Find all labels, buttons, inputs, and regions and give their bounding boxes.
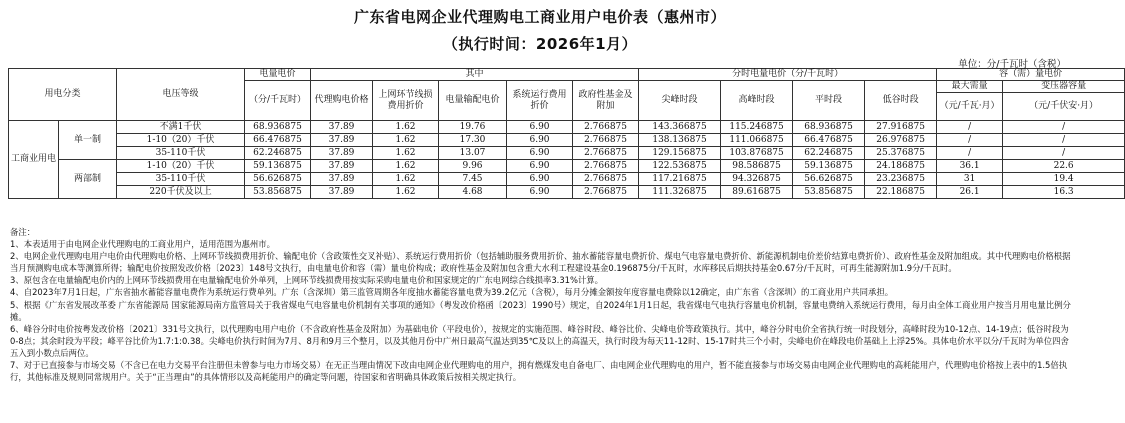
header-system-cost: 系统运行费用折价 <box>507 81 573 121</box>
valley-cell: 24.186875 <box>865 160 937 173</box>
capacity-cell: / <box>1003 121 1125 134</box>
capacity-cell: / <box>1003 134 1125 147</box>
header-capacity-price: 容（需）量电价 <box>937 69 1125 81</box>
purchase-cell: 37.89 <box>311 147 373 160</box>
note-item: 5、根据《广东省发展改革委 广东省能源局 国家能源局南方监管局关于我省煤电气电容量电价机制有关事项的通知》（粤发改价格函〔2023〕1990号）规定，自2024年1月1日起，我省煤电气电执行容量电价机制，容量电费纳入系统运行费用，每月由全体工商业用户按当月用电量比例分摊。 <box>10 299 1071 322</box>
transmission-cell: 7.45 <box>439 173 507 186</box>
peak-cell: 115.246875 <box>721 121 793 134</box>
header-energy-price: 电量电价 <box>245 69 311 81</box>
system-cell: 6.90 <box>507 160 573 173</box>
header-transmission: 电量输配电价 <box>439 81 507 121</box>
voltage-cell: 35-110千伏 <box>117 173 245 186</box>
note-item: 2、电网企业代理购电用户电价由代理购电价格、上网环节线损费用折价、输配电价（含政策性交叉补贴）、系统运行费用折价（包括辅助服务费用折价、抽水蓄能容量电费折价、煤电气电容量电费折价、新能源机制电价差价结算电费折价）、政府性基金及附加组成。其中代理购电价格根据当月预测购电成本等测算所得；输配电价按照发改价格〔2023〕148号文执行，由电量电价和容（需）量电价构成；政府性基金及附加包含重大水利工程建设基金0.196875分/千瓦时，水库移民后期扶持基金0.67分/千瓦时，可再生能源附加1.9分/千瓦时。 <box>10 251 1071 274</box>
note-item: 6、峰谷分时电价按粤发改价格〔2021〕331号文执行，以代理购电用户电价（不含政府性基金及附加）为基础电价（平段电价），按规定的实施范围、峰谷时段、峰谷比价、尖峰电价等政策执行。其中，峰谷分时电价全省执行统一时段划分，高峰时段为10-12点、14-19点；低谷时段为0-8点；其余时段为平段；峰平谷比价为1.7:1:0.38。尖峰电价执行时间为7月、8月和9月三个整月，以及其他月份中广州日最高气温达到35℃及以上的高温天，执行时段为每天11-12时、15-17时共三个小时，尖峰电价在峰段电价基础上上浮25%。具体电价水平以分/千瓦时为单位四舍五入到小数点后两位。 <box>10 323 1069 358</box>
energy-cell: 56.626875 <box>245 173 311 186</box>
header-transformer: 变压器容量 <box>1003 81 1125 93</box>
demand-cell: / <box>937 147 1003 160</box>
demand-cell: 31 <box>937 173 1003 186</box>
capacity-cell: 22.6 <box>1003 160 1125 173</box>
loss-cell: 1.62 <box>373 186 439 199</box>
fund-cell: 2.766875 <box>573 186 639 199</box>
note-item: 3、原包含在电量输配电价内的上网环节线损费用在电量输配电价外单列，上网环节线损费用按实际采购电量电价和国家规定的广东电网综合线损率3.31%计算。 <box>10 275 604 286</box>
sharp-cell: 117.216875 <box>639 173 721 186</box>
voltage-cell: 不满1千伏 <box>117 121 245 134</box>
header-max-demand-unit: （元/千瓦·月） <box>937 93 1003 121</box>
sub-category-two-part: 两部制 <box>59 160 117 199</box>
valley-cell: 27.916875 <box>865 121 937 134</box>
valley-cell: 25.376875 <box>865 147 937 160</box>
demand-cell: 26.1 <box>937 186 1003 199</box>
header-max-demand: 最大需量 <box>937 81 1003 93</box>
valley-cell: 23.236875 <box>865 173 937 186</box>
note-item: 4、自2023年7月1日起，广东省抽水蓄能容量电费作为系统运行费单列。广东（含深圳）第三监管周期各年度抽水蓄能容量电费为39.2亿元（含税），每月分摊金额按年度容量电费除以12确定，由广东省（含深圳）的工商业用户共同承担。 <box>10 287 894 298</box>
energy-cell: 53.856875 <box>245 186 311 199</box>
flat-cell: 53.856875 <box>793 186 865 199</box>
flat-cell: 66.476875 <box>793 134 865 147</box>
unit-label: 单位：分/千瓦时（含税） <box>958 59 1066 70</box>
purchase-cell: 37.89 <box>311 134 373 147</box>
voltage-cell: 35-110千伏 <box>117 147 245 160</box>
fund-cell: 2.766875 <box>573 173 639 186</box>
table-row <box>9 147 1125 160</box>
table-row <box>9 173 1125 186</box>
fund-cell: 2.766875 <box>573 160 639 173</box>
purchase-cell: 37.89 <box>311 160 373 173</box>
energy-cell: 62.246875 <box>245 147 311 160</box>
sharp-cell: 143.366875 <box>639 121 721 134</box>
header-sharp: 尖峰时段 <box>639 81 721 121</box>
flat-cell: 59.136875 <box>793 160 865 173</box>
peak-cell: 111.066875 <box>721 134 793 147</box>
loss-cell: 1.62 <box>373 173 439 186</box>
sharp-cell: 122.536875 <box>639 160 721 173</box>
transmission-cell: 9.96 <box>439 160 507 173</box>
header-valley: 低谷时段 <box>865 81 937 121</box>
notes-section <box>10 226 1072 383</box>
energy-cell: 59.136875 <box>245 160 311 173</box>
energy-cell: 68.936875 <box>245 121 311 134</box>
table-row <box>9 134 1125 147</box>
peak-cell: 98.586875 <box>721 160 793 173</box>
system-cell: 6.90 <box>507 121 573 134</box>
header-gov-fund: 政府性基金及附加 <box>573 81 639 121</box>
purchase-cell: 37.89 <box>311 121 373 134</box>
note-item: 1、本表适用于由电网企业代理购电的工商业用户，适用范围为惠州市。 <box>10 239 275 250</box>
header-purchase: 代理购电价格 <box>311 81 373 121</box>
fund-cell: 2.766875 <box>573 134 639 147</box>
header-voltage: 电压等级 <box>117 69 245 121</box>
demand-cell: / <box>937 134 1003 147</box>
transmission-cell: 17.30 <box>439 134 507 147</box>
sharp-cell: 111.326875 <box>639 186 721 199</box>
header-tou-price: 分时电量电价（分/千瓦时） <box>639 69 937 81</box>
flat-cell: 62.246875 <box>793 147 865 160</box>
transmission-cell: 13.07 <box>439 147 507 160</box>
demand-cell: / <box>937 121 1003 134</box>
voltage-cell: 220千伏及以上 <box>117 186 245 199</box>
price-table <box>8 68 1125 199</box>
system-cell: 6.90 <box>507 186 573 199</box>
header-peak: 高峰时段 <box>721 81 793 121</box>
loss-cell: 1.62 <box>373 134 439 147</box>
demand-cell: 36.1 <box>937 160 1003 173</box>
group-label: 工商业用电 <box>9 121 59 199</box>
voltage-cell: 1-10（20）千伏 <box>117 134 245 147</box>
valley-cell: 26.976875 <box>865 134 937 147</box>
purchase-cell: 37.89 <box>311 173 373 186</box>
valley-cell: 22.186875 <box>865 186 937 199</box>
sub-category-single: 单一制 <box>59 121 117 160</box>
notes-heading: 备注： <box>10 227 36 237</box>
peak-cell: 94.326875 <box>721 173 793 186</box>
page-title: 广东省电网企业代理购电工商业用户电价表（惠州市） <box>353 8 726 26</box>
header-of-which: 其中 <box>311 69 639 81</box>
fund-cell: 2.766875 <box>573 121 639 134</box>
capacity-cell: / <box>1003 147 1125 160</box>
voltage-cell: 1-10（20）千伏 <box>117 160 245 173</box>
transmission-cell: 4.68 <box>439 186 507 199</box>
header-category: 用电分类 <box>9 69 117 121</box>
flat-cell: 68.936875 <box>793 121 865 134</box>
energy-cell: 66.476875 <box>245 134 311 147</box>
table-row <box>9 160 1125 173</box>
header-line-loss: 上网环节线损费用折价 <box>373 81 439 121</box>
capacity-cell: 16.3 <box>1003 186 1125 199</box>
header-flat: 平时段 <box>793 81 865 121</box>
capacity-cell: 19.4 <box>1003 173 1125 186</box>
peak-cell: 89.616875 <box>721 186 793 199</box>
system-cell: 6.90 <box>507 173 573 186</box>
flat-cell: 56.626875 <box>793 173 865 186</box>
fund-cell: 2.766875 <box>573 147 639 160</box>
peak-cell: 103.876875 <box>721 147 793 160</box>
system-cell: 6.90 <box>507 147 573 160</box>
loss-cell: 1.62 <box>373 121 439 134</box>
transmission-cell: 19.76 <box>439 121 507 134</box>
table-row <box>9 121 1125 134</box>
page-subtitle: （执行时间：2026年1月） <box>442 35 638 53</box>
note-item: 7、对于已直接参与市场交易（不含已在电力交易平台注册但未曾参与电力市场交易）在无正当理由情况下改由电网企业代理购电的用户，拥有燃煤发电自备电厂、由电网企业代理购电的用户，暂不能直接参与市场交易由电网企业代理购电的高耗能用户，代理购电价格按上表中的1.5倍执行，其他标准及规则同常规用户。关于“正当理由”的具体情形以及高耗能用户的确定等问题，待国家和省明确具体政策后按相关规定执行。 <box>10 360 1068 383</box>
header-transformer-unit: （元/千伏安·月） <box>1003 93 1125 121</box>
purchase-cell: 37.89 <box>311 186 373 199</box>
system-cell: 6.90 <box>507 134 573 147</box>
header-energy-unit: （分/千瓦时） <box>245 81 311 121</box>
sharp-cell: 129.156875 <box>639 147 721 160</box>
table-row <box>9 186 1125 199</box>
sharp-cell: 138.136875 <box>639 134 721 147</box>
loss-cell: 1.62 <box>373 160 439 173</box>
loss-cell: 1.62 <box>373 147 439 160</box>
